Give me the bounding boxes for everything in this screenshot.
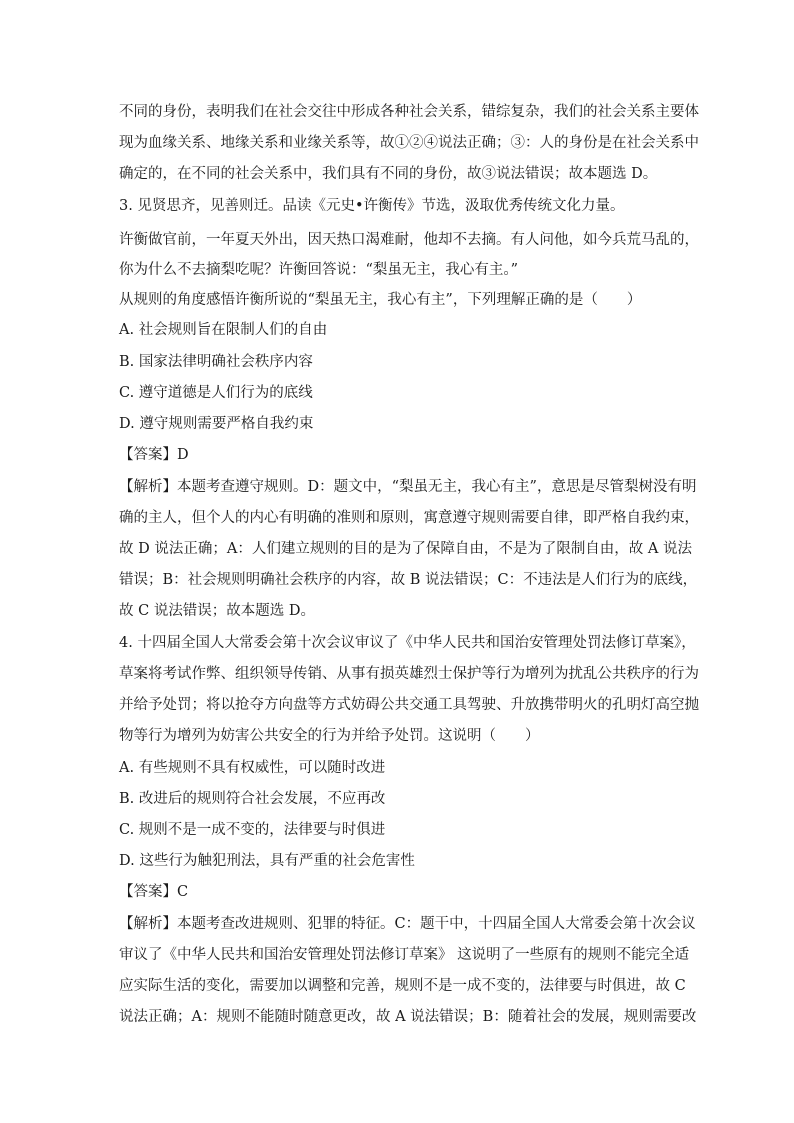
option-b: B. 改进后的规则符合社会发展，不应再改: [119, 791, 386, 807]
question-3-stem: 3. 见贤思齐，见善则迁。品读《元史•许衡传》节选，汲取优秀传统文化力量。: [119, 198, 625, 214]
passage-line: 许衡做官前，一年夏天外出，因天热口渴难耐，他却不去摘。有人问他，如今兵荒马乱的，: [119, 232, 699, 248]
analysis-line: 故 D 说法正确；A：人们建立规则的目的是为了保障自由，不是为了限制自由，故 A 说法: [119, 541, 693, 557]
question-3-prompt: 从规则的角度感悟许衡所说的“梨虽无主，我心有主”，下列理解正确的是（ ）: [119, 292, 642, 308]
option-c: C. 遵守道德是人们行为的底线: [119, 385, 313, 401]
analysis-line: 【解析】本题考查改进规则、犯罪的特征。C：题干中，十四届全国人大常委会第十次会议: [119, 916, 696, 932]
passage-line: 你为什么不去摘梨吃呢？许衡回答说：“梨虽无主，我心有主。”: [119, 262, 519, 278]
answer-label: 【答案】D: [119, 447, 189, 463]
answer-label: 【答案】C: [119, 884, 189, 900]
analysis-line: 确的主人，但个人的内心有明确的准则和原则，寓意遵守规则需要自律，即严格自我约束，: [119, 510, 699, 526]
analysis-line: 应实际生活的变化，需要加以调整和完善，规则不是一成不变的，法律要与时俱进，故 C: [119, 978, 686, 994]
analysis-line: 故 C 说法错误；故本题选 D。: [119, 603, 316, 619]
option-a: A. 有些规则不具有权威性，可以随时改进: [119, 760, 386, 776]
analysis-line: 说法正确；A：规则不能随时随意更改，故 A 说法错误；B：随着社会的发展，规则需要改: [119, 1009, 697, 1025]
analysis-line: 【解析】本题考查遵守规则。D：题文中，“梨虽无主，我心有主”，意思是尽管梨树没有明: [119, 479, 697, 495]
option-a: A. 社会规则旨在限制人们的自由: [119, 322, 328, 338]
option-b: B. 国家法律明确社会秩序内容: [119, 354, 313, 370]
option-c: C. 规则不是一成不变的，法律要与时俱进: [119, 822, 386, 838]
option-d: D. 这些行为触犯刑法，具有严重的社会危害性: [119, 853, 415, 869]
paragraph-line: 现为血缘关系、地缘关系和业缘关系等，故①②④说法正确；③：人的身份是在社会关系中: [119, 135, 699, 151]
option-d: D. 遵守规则需要严格自我约束: [119, 416, 314, 432]
question-4-stem: 4. 十四届全国人大常委会第十次会议审议了《中华人民共和国治安管理处罚法修订草案》，: [119, 635, 696, 651]
question-4-line: 并给予处罚；将以抢夺方向盘等方式妨碍公共交通工具驾驶、升放携带明火的孔明灯高空抛: [119, 697, 699, 713]
paragraph-line: 确定的，在不同的社会关系中，我们具有不同的身份，故③说法错误；故本题选 D。: [119, 166, 658, 182]
analysis-line: 审议了《中华人民共和国治安管理处罚法修订草案》 这说明了一些原有的规则不能完全适: [119, 947, 690, 963]
analysis-line: 错误；B：社会规则明确社会秩序的内容，故 B 说法错误；C：不违法是人们行为的底线，: [119, 572, 698, 588]
question-4-line: 物等行为增列为妨害公共安全的行为并给予处罚。这说明（ ）: [119, 728, 540, 744]
question-4-line: 草案将考试作弊、组织领导传销、从事有损英雄烈士保护等行为增列为扰乱公共秩序的行为: [119, 666, 699, 682]
paragraph-line: 不同的身份，表明我们在社会交往中形成各种社会关系，错综复杂，我们的社会关系主要体: [119, 104, 699, 120]
